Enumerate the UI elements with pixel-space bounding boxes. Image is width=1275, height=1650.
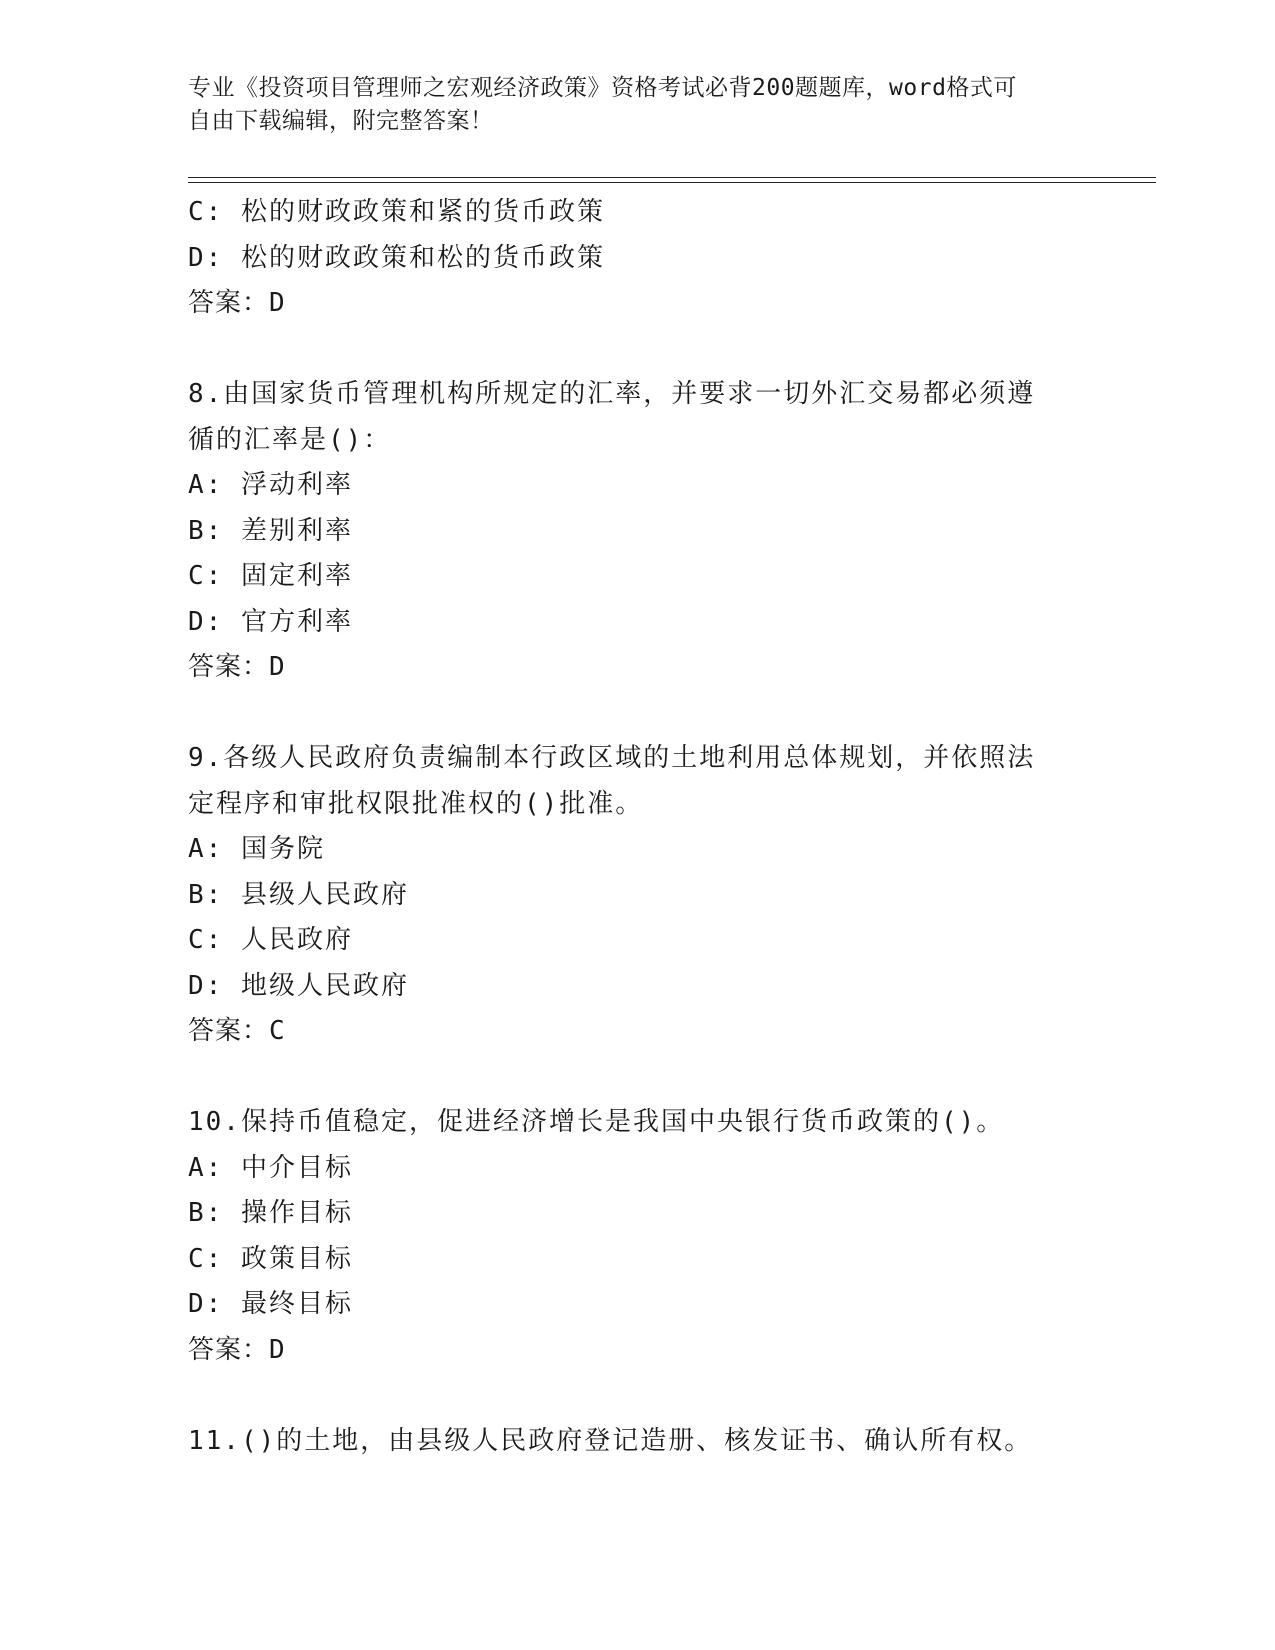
spacer: [188, 691, 1088, 737]
q7-option-d: D: 松的财政政策和松的货币政策: [188, 242, 605, 273]
question-8: [188, 372, 1088, 691]
question-10: [188, 1100, 1088, 1373]
q10-option-c: C: 政策目标: [188, 1243, 353, 1274]
q8-option-b: B: 差别利率: [188, 515, 353, 546]
q8-option-c: C: 固定利率: [188, 561, 353, 591]
q8-answer: 答案：D: [188, 652, 286, 682]
q11-stem-line-1: 11.()的土地，由县级人民政府登记造册、核发证书、确认所有权。: [188, 1425, 1033, 1456]
question-list: [188, 190, 1088, 1464]
document-header: [188, 72, 1068, 138]
q8-stem-line-1: 8.由国家货币管理机构所规定的汇率，并要求一切外汇交易都必须遵: [188, 379, 1036, 409]
spacer: [188, 1055, 1088, 1101]
q8-stem-line-2: 循的汇率是()：: [188, 424, 392, 455]
q7-answer: 答案：D: [188, 288, 286, 318]
question-9: [188, 736, 1088, 1055]
q9-option-b: B: 县级人民政府: [188, 879, 409, 910]
header-title-line-2: 自由下载编辑，附完整答案！: [188, 108, 494, 134]
header-divider-top: [188, 177, 1156, 178]
question-7-partial: [188, 190, 1088, 327]
q10-answer: 答案：D: [188, 1334, 286, 1365]
q7-option-c: C: 松的财政政策和紧的货币政策: [188, 197, 605, 227]
q9-stem-line-2: 定程序和审批权限批准权的()批准。: [188, 788, 644, 819]
question-11: [188, 1419, 1088, 1465]
q8-option-d: D: 官方利率: [188, 606, 353, 637]
header-title-line-1: 专业《投资项目管理师之宏观经济政策》资格考试必背200题题库，word格式可: [188, 75, 1017, 101]
q10-option-b: B: 操作目标: [188, 1198, 353, 1228]
q10-option-a: A: 中介目标: [188, 1152, 353, 1183]
q10-option-d: D: 最终目标: [188, 1289, 353, 1319]
q9-stem-line-1: 9.各级人民政府负责编制本行政区域的土地利用总体规划，并依照法: [188, 743, 1036, 773]
q9-answer: 答案：C: [188, 1016, 286, 1046]
q9-option-c: C: 人民政府: [188, 925, 353, 955]
q10-stem-line-1: 10.保持币值稳定，促进经济增长是我国中央银行货币政策的()。: [188, 1107, 1005, 1137]
q9-option-a: A: 国务院: [188, 834, 325, 864]
spacer: [188, 327, 1088, 373]
header-divider-bottom: [188, 182, 1156, 183]
q9-option-d: D: 地级人民政府: [188, 970, 409, 1001]
q8-option-a: A: 浮动利率: [188, 470, 353, 500]
spacer: [188, 1373, 1088, 1419]
